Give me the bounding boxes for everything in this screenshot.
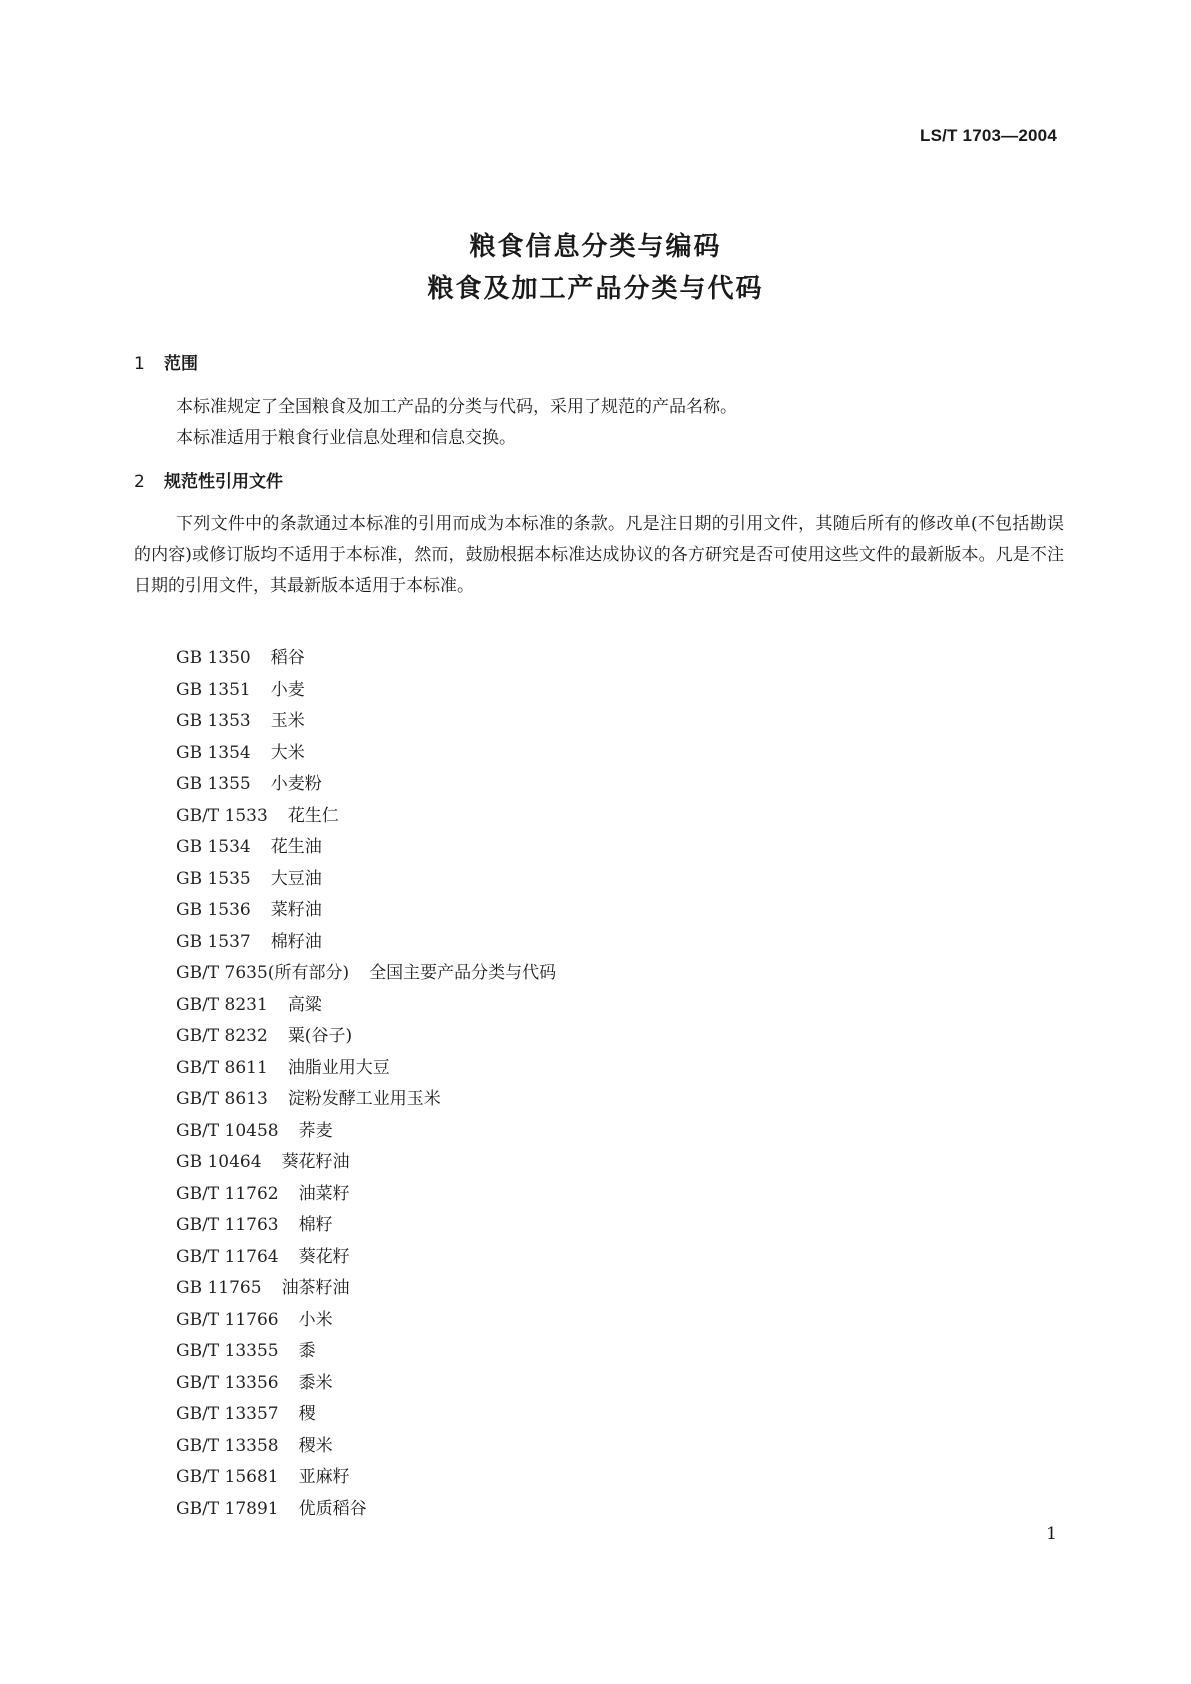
- reference-code: GB 1534: [176, 837, 251, 857]
- reference-name: 菜籽油: [270, 900, 322, 920]
- reference-item: [176, 1084, 556, 1116]
- reference-name: 大豆油: [270, 868, 322, 889]
- reference-item: [176, 1147, 556, 1179]
- reference-name: 全国主要产品分类与代码: [369, 963, 557, 983]
- reference-name: 油脂业用大豆: [287, 1057, 390, 1078]
- reference-item: [176, 864, 556, 896]
- reference-name: 黍: [298, 1341, 316, 1361]
- reference-item: [176, 958, 556, 990]
- reference-code: GB 10464: [176, 1152, 262, 1172]
- reference-code: GB/T 13358: [176, 1435, 279, 1456]
- reference-code: GB/T 8231: [176, 994, 268, 1015]
- reference-item: [176, 801, 556, 833]
- reference-name: 葵花籽: [298, 1246, 350, 1267]
- reference-code: GB 1536: [176, 900, 251, 920]
- reference-item: [176, 1021, 556, 1053]
- reference-item: [176, 1494, 556, 1526]
- reference-name: 大米: [270, 742, 305, 763]
- title-line-1: 粮食信息分类与编码: [469, 232, 722, 262]
- reference-name: 黍米: [298, 1372, 333, 1393]
- reference-list: [176, 643, 556, 1525]
- reference-item: [176, 1242, 556, 1274]
- reference-name: 小麦: [270, 679, 305, 700]
- reference-code: GB/T 11763: [176, 1215, 279, 1235]
- reference-item: [176, 675, 556, 707]
- reference-item: [176, 1273, 556, 1305]
- normative-intro: [134, 509, 1064, 602]
- reference-code: GB/T 13356: [176, 1372, 279, 1393]
- scope-paragraph: 本标准规定了全国粮食及加工产品的分类与代码，采用了规范的产品名称。: [176, 397, 737, 417]
- reference-item: [176, 1336, 556, 1368]
- section-number: 2: [134, 472, 145, 492]
- reference-name: 花生仁: [287, 805, 339, 826]
- reference-code: GB/T 7635(所有部分): [176, 963, 350, 983]
- reference-name: 高粱: [287, 994, 322, 1015]
- reference-name: 玉米: [270, 711, 305, 731]
- reference-item: [176, 1368, 556, 1400]
- reference-code: GB/T 10458: [176, 1120, 279, 1141]
- reference-name: 稻谷: [270, 648, 305, 668]
- reference-name: 亚麻籽: [298, 1467, 350, 1487]
- reference-item: [176, 769, 556, 801]
- reference-code: GB/T 11762: [176, 1183, 279, 1204]
- reference-name: 稷米: [298, 1435, 333, 1456]
- reference-item: [176, 1305, 556, 1337]
- reference-item: [176, 1210, 556, 1242]
- section-heading-scope: [134, 353, 198, 375]
- reference-name: 小米: [298, 1309, 333, 1330]
- standard-code: LS/T 1703—2004: [920, 126, 1057, 145]
- reference-name: 小麦粉: [270, 774, 322, 794]
- reference-name: 稷: [298, 1404, 316, 1424]
- reference-item: [176, 643, 556, 675]
- reference-name: 棉籽: [298, 1215, 333, 1235]
- section-title: 规范性引用文件: [164, 472, 283, 492]
- reference-code: GB/T 17891: [176, 1498, 279, 1519]
- reference-code: GB/T 13355: [176, 1341, 279, 1361]
- reference-item: [176, 738, 556, 770]
- reference-item: [176, 832, 556, 864]
- reference-code: GB 1355: [176, 774, 251, 794]
- section-heading-normative: [134, 471, 283, 493]
- reference-code: GB/T 1533: [176, 805, 268, 826]
- reference-item: [176, 1053, 556, 1085]
- reference-code: GB 1535: [176, 868, 251, 889]
- reference-name: 优质稻谷: [298, 1498, 367, 1519]
- reference-name: 油茶籽油: [281, 1278, 350, 1298]
- reference-name: 油菜籽: [298, 1183, 350, 1204]
- reference-name: 葵花籽油: [281, 1152, 350, 1172]
- reference-code: GB/T 8611: [176, 1057, 268, 1078]
- reference-item: [176, 1462, 556, 1494]
- reference-item: [176, 927, 556, 959]
- document-titles: [0, 226, 1191, 310]
- scope-paragraph: 本标准适用于粮食行业信息处理和信息交换。: [176, 428, 516, 448]
- reference-code: GB 1354: [176, 742, 251, 763]
- reference-name: 花生油: [270, 837, 322, 857]
- reference-code: GB/T 8613: [176, 1089, 268, 1109]
- normative-intro-text: 下列文件中的条款通过本标准的引用而成为本标准的条款。凡是注日期的引用文件，其随后所有的修改单(不包括勘误的内容)或修订版均不适用于本标准，然而，鼓励根据本标准达成协议的各方研究是否可使用这些文件的最新版本。凡是不注日期的引用文件，其最新版本适用于本标准。: [134, 514, 1064, 596]
- reference-code: GB/T 11766: [176, 1309, 279, 1330]
- reference-name: 棉籽油: [270, 931, 322, 952]
- reference-item: [176, 1399, 556, 1431]
- reference-item: [176, 1179, 556, 1211]
- reference-code: GB 1537: [176, 931, 251, 952]
- reference-code: GB 1351: [176, 679, 251, 700]
- reference-item: [176, 990, 556, 1022]
- reference-name: 粟(谷子): [287, 1026, 353, 1046]
- section-number: 1: [134, 354, 145, 374]
- reference-code: GB 11765: [176, 1278, 262, 1298]
- reference-item: [176, 1116, 556, 1148]
- title-line-2: 粮食及加工产品分类与代码: [427, 274, 764, 304]
- reference-item: [176, 706, 556, 738]
- reference-name: 荞麦: [298, 1120, 333, 1141]
- reference-code: GB 1353: [176, 711, 251, 731]
- reference-item: [176, 895, 556, 927]
- scope-paragraphs: [134, 392, 1064, 454]
- reference-item: [176, 1431, 556, 1463]
- reference-code: GB/T 8232: [176, 1026, 268, 1046]
- reference-code: GB 1350: [176, 648, 251, 668]
- reference-code: GB/T 13357: [176, 1404, 279, 1424]
- page-number: 1: [1046, 1524, 1057, 1544]
- reference-name: 淀粉发酵工业用玉米: [287, 1089, 441, 1109]
- section-title: 范围: [164, 354, 198, 374]
- reference-code: GB/T 15681: [176, 1467, 279, 1487]
- reference-code: GB/T 11764: [176, 1246, 279, 1267]
